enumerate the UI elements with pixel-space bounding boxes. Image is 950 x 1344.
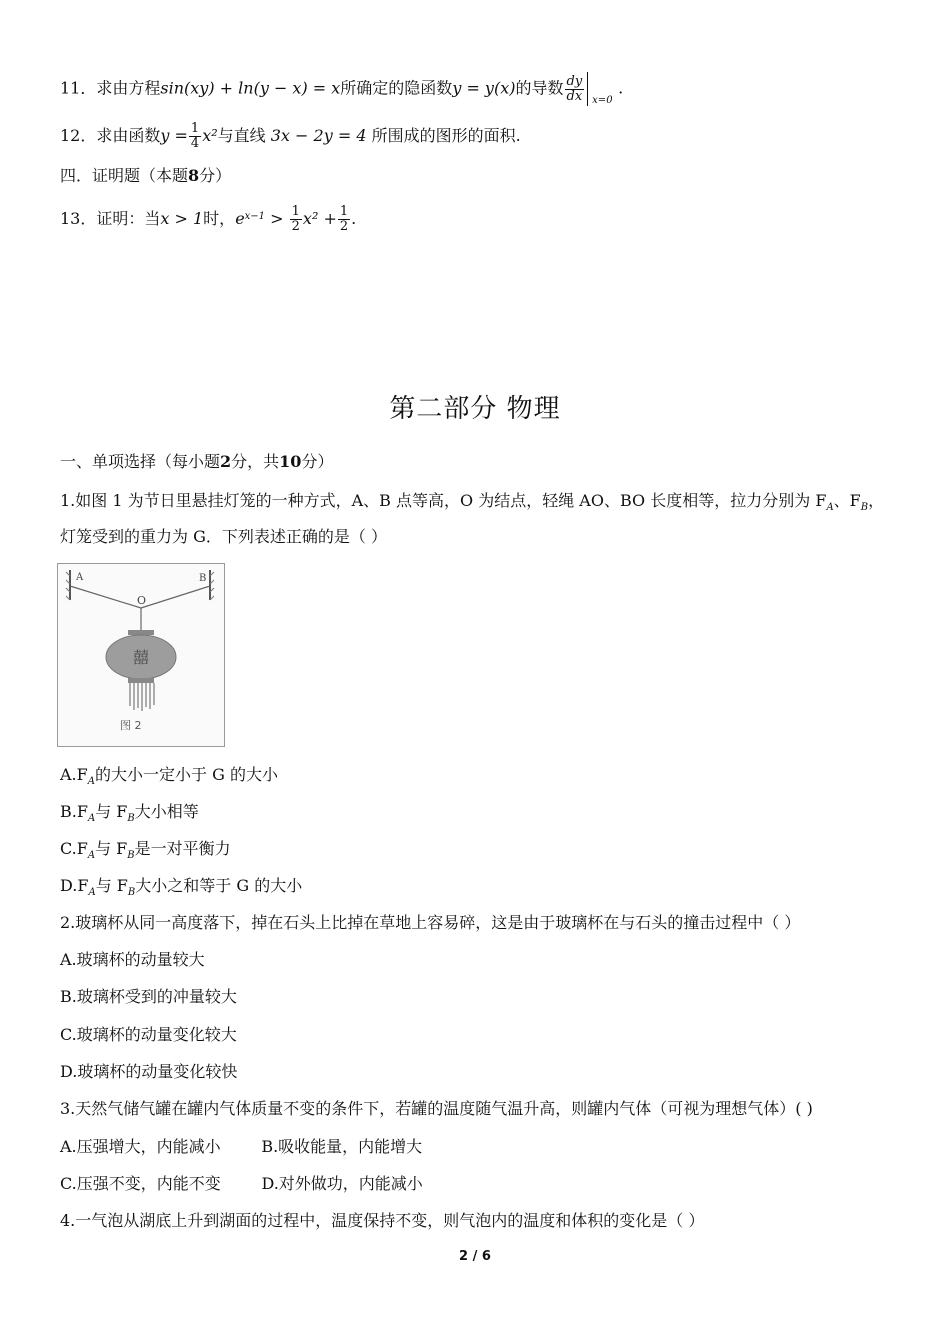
q1-mid: 、F <box>833 491 861 510</box>
part-title: 第二部分 物理 <box>389 394 561 424</box>
q13-text-a: 证明：当 <box>96 209 161 228</box>
q3-options-row2: C.压强不变，内能不变 D.对外做功，内能减小 <box>60 1174 423 1193</box>
q12-frac-den: 4 <box>190 136 200 151</box>
physics-heading-a: 一、单项选择（每小题 <box>60 452 221 471</box>
q11-text-b: 所确定的隐函数 <box>340 78 453 98</box>
q13-frac-1-den: 2 <box>291 219 300 234</box>
physics-heading-b: 2 <box>220 452 232 471</box>
q12-frac-num: 1 <box>190 121 200 136</box>
q1-option-d-sub2: B <box>127 887 136 898</box>
q12-x-squared: x² <box>202 126 218 145</box>
q1-option-b-pre: B.F <box>60 802 88 821</box>
lantern-tassels <box>130 683 154 711</box>
q12-fraction <box>189 122 201 151</box>
q1-end: ， <box>868 491 885 510</box>
q11-derivative <box>565 75 585 104</box>
q11-number: 11． <box>60 78 97 98</box>
q13-plus: + <box>323 209 337 228</box>
q11-text-a: 求由方程 <box>96 78 161 98</box>
q13-number: 13． <box>60 209 97 228</box>
section-4-tail: 分） <box>199 166 232 185</box>
q1-option-d <box>60 875 910 904</box>
q13-text-b: 时， <box>203 209 236 228</box>
q2-option-c: C.玻璃杯的动量变化较大 <box>60 1025 237 1044</box>
physics-q3: 3.天然气储气罐在罐内气体质量不变的条件下，若罐的温度随气温升高，则罐内气体（可视为理想气体）( ) <box>60 1099 813 1118</box>
q1-option-c-sub2: B <box>127 850 135 861</box>
q2-option-d: D.玻璃杯的动量变化较快 <box>60 1062 238 1081</box>
q12-text-a: 求由函数 <box>96 126 161 145</box>
physics-q2: 2.玻璃杯从同一高度落下，掉在石头上比掉在草地上容易碎，这是由于玻璃杯在与石头的撞击过程中（ ） <box>60 913 801 932</box>
q13-x-squared: x² <box>302 209 319 228</box>
q1-sub-a: A <box>826 502 834 513</box>
q2-option-a: A.玻璃杯的动量较大 <box>60 950 205 969</box>
q13-frac-1-num: 1 <box>291 204 300 219</box>
q1-option-d-pre: D.F <box>60 876 89 895</box>
q13-frac-2-den: 2 <box>339 219 349 234</box>
q1-option-d-mid: 与 F <box>95 876 128 895</box>
q11-text-c: 的导数 <box>515 78 564 98</box>
q13-condition: x > 1 <box>160 209 204 228</box>
physics-q1-line2: 灯笼受到的重力为 G．下列表述正确的是（ ） <box>60 527 387 546</box>
figure-label-o: O <box>137 594 147 607</box>
q11-equation: sin(xy) + ln(y − x) = x <box>160 78 341 98</box>
figure-label-a: A <box>76 572 84 583</box>
q1-option-a-text: 的大小一定小于 G 的大小 <box>94 765 278 784</box>
q12-y-eq: y = <box>160 126 188 145</box>
q11-eval-point: x=0 <box>592 95 613 106</box>
physics-heading-e: 分） <box>301 452 334 471</box>
q1-option-c <box>60 838 910 867</box>
q12-text-c: 所围成的图形的面积. <box>371 126 521 145</box>
q1-option-a <box>60 764 910 793</box>
q13-exp-base: e <box>235 209 245 228</box>
q1-option-b-sub2: B <box>127 813 135 824</box>
q13-frac-2-num: 1 <box>339 204 349 219</box>
q13-gt: > <box>270 209 284 228</box>
page-number: 2 / 6 <box>459 1249 491 1264</box>
figure-label-b: B <box>199 573 207 584</box>
q13-end: . <box>351 209 357 228</box>
question-13 <box>60 205 910 234</box>
question-11 <box>60 72 910 106</box>
q1-option-c-pre: C.F <box>60 839 88 858</box>
q2-option-b: B.玻璃杯受到的冲量较大 <box>60 987 237 1006</box>
q1-option-b-sub1: A <box>87 813 96 824</box>
q11-eval-bar <box>587 72 618 106</box>
q1-option-b-post: 大小相等 <box>134 802 199 821</box>
q1-text: 1.如图 1 为节日里悬挂灯笼的一种方式，A、B 点等高，O 为结点，轻绳 AO、BO 长度相等，拉力分别为 F <box>60 491 827 510</box>
lantern-diagram <box>58 564 224 746</box>
figure-caption: 图 2 <box>120 719 142 732</box>
q1-option-b-mid: 与 F <box>95 802 128 821</box>
lantern-character: 囍 <box>133 648 150 667</box>
physics-heading-c: 分，共 <box>231 452 280 471</box>
q11-derivative-num: dy <box>566 73 583 89</box>
physics-heading <box>60 451 910 473</box>
q3-options-row1: A.压强增大，内能减小 B.吸收能量，内能增大 <box>60 1137 423 1156</box>
physics-heading-d: 10 <box>279 452 302 471</box>
lantern-figure <box>57 563 225 747</box>
q1-option-b <box>60 801 910 830</box>
q1-option-a-sub: A <box>87 776 95 787</box>
physics-q4: 4.一气泡从湖底上升到湖面的过程中，温度保持不变，则气泡内的温度和体积的变化是（ ） <box>60 1211 705 1230</box>
q12-line-eq: 3x − 2y = 4 <box>270 126 367 145</box>
q1-option-c-post: 是一对平衡力 <box>134 839 231 858</box>
q13-exp-power: x−1 <box>244 211 266 222</box>
q12-number: 12． <box>60 126 97 145</box>
q13-frac-1 <box>290 205 302 234</box>
section-4-label: 四．证明题（本题 <box>60 166 189 185</box>
q11-end: . <box>618 78 624 98</box>
q1-option-c-mid: 与 F <box>95 839 128 858</box>
q13-frac-2 <box>338 205 350 234</box>
section-4-heading <box>60 165 910 187</box>
q1-option-c-sub1: A <box>87 850 96 861</box>
physics-q1-line1 <box>60 490 910 519</box>
q11-derivative-den: dx <box>566 88 583 104</box>
q1-option-d-post: 大小之和等于 G 的大小 <box>135 876 303 895</box>
q1-option-d-sub1: A <box>88 887 96 898</box>
q1-sub-b: B <box>860 502 869 513</box>
q1-option-a-pre: A.F <box>60 765 88 784</box>
q12-text-b: 与直线 <box>217 126 266 145</box>
q11-function: y = y(x) <box>452 78 516 98</box>
question-12 <box>60 122 910 151</box>
section-4-score: 8 <box>188 166 200 185</box>
